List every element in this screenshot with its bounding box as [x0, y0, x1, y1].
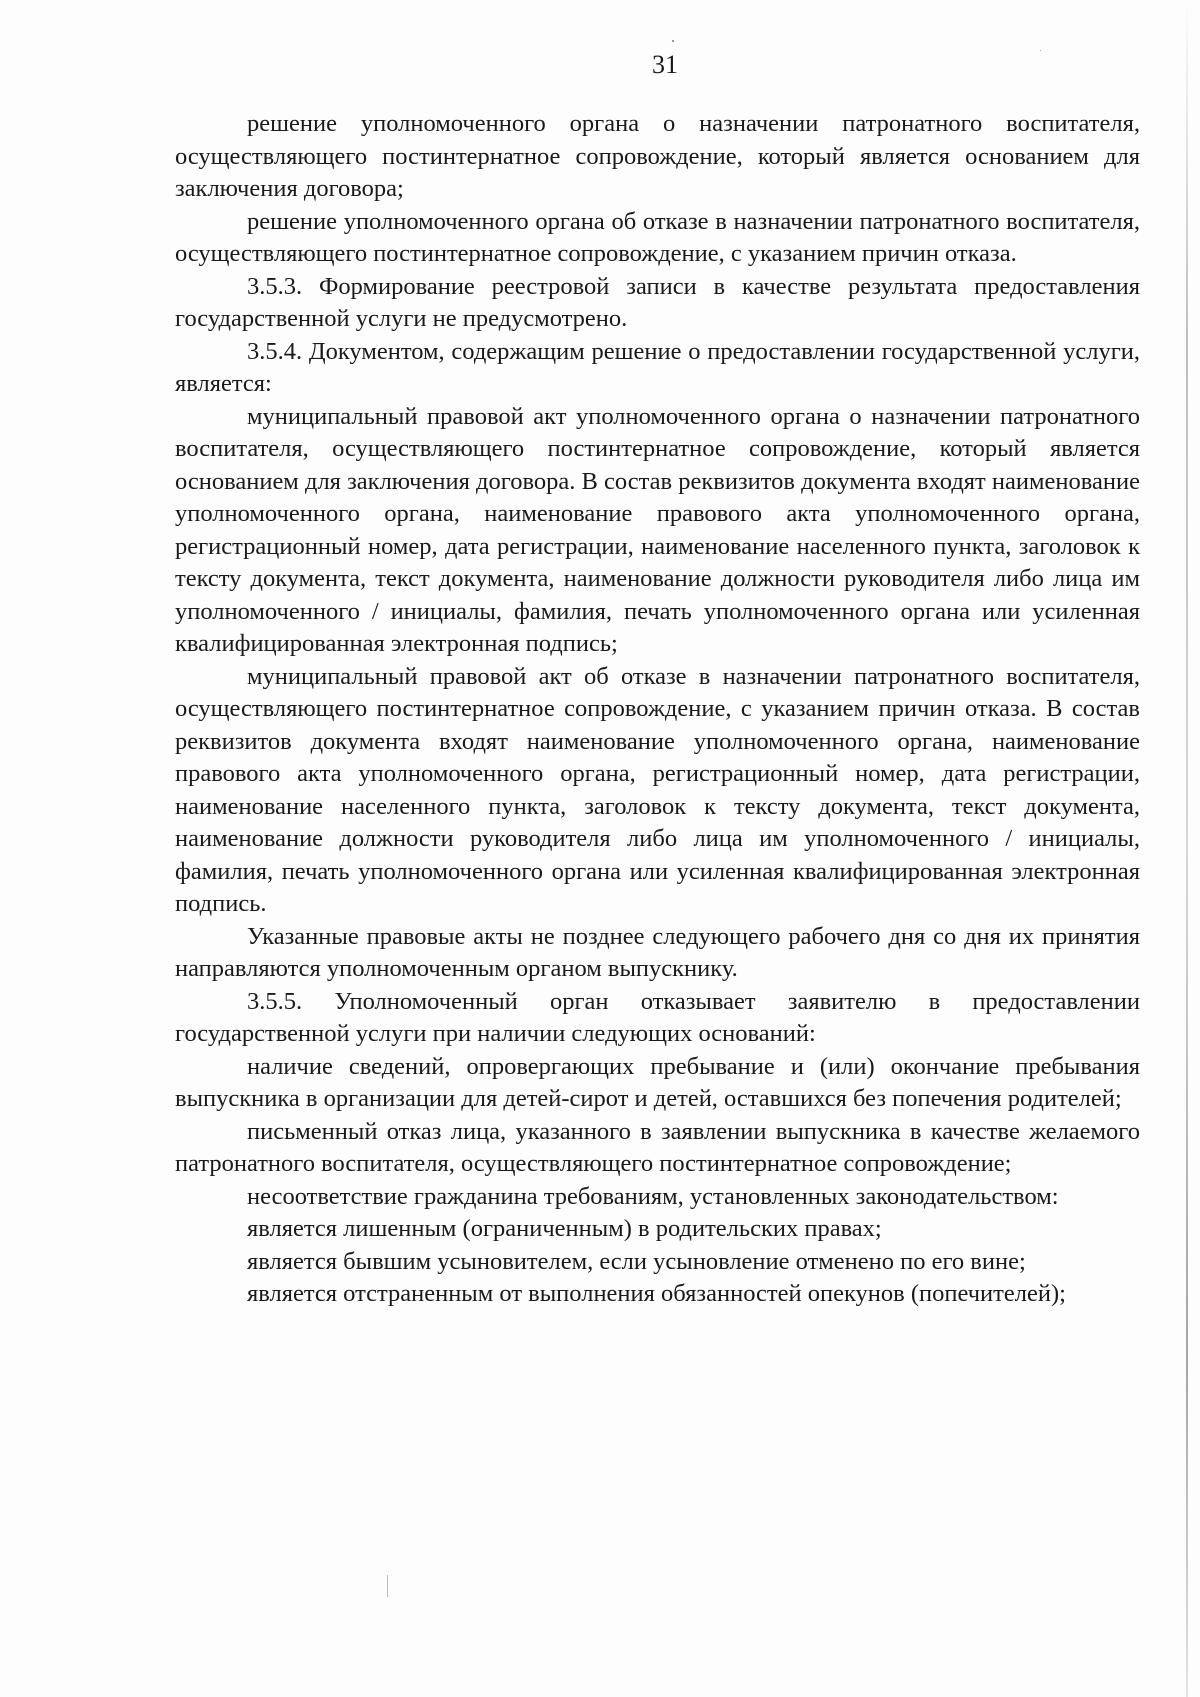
- paragraph: является бывшим усыновителем, если усыновление отменено по его вине;: [247, 1247, 1026, 1275]
- paragraph: наличие сведений, опровергающих пребывание и (или) окончание пребывания выпускника в организации для детей-сирот и детей, оставшихся без попечения родителей;: [175, 1052, 1140, 1112]
- paragraph: решение уполномоченного органа о назначении патронатного воспитателя, осуществляющего постинтернатное сопровождение, который является основанием для заключения договора;: [175, 110, 1140, 202]
- scan-artifact: [387, 1575, 388, 1597]
- paragraph: 3.5.4. Документом, содержащим решение о предоставлении государственной услуги, является:: [175, 337, 1140, 397]
- paragraph: решение уполномоченного органа об отказе в назначении патронатного воспитателя, осуществляющего постинтернатное сопровождение, с указанием причин отказа.: [175, 207, 1140, 267]
- paragraph: несоответствие гражданина требованиям, установленных законодательством:: [247, 1182, 1059, 1210]
- scan-artifact: [672, 40, 674, 42]
- scan-edge-shadow: [1186, 0, 1188, 1697]
- paragraph: 3.5.3. Формирование реестровой записи в качестве результата предоставления государственной услуги не предусмотрено.: [175, 272, 1140, 332]
- paragraph: является отстраненным от выполнения обязанностей опекунов (попечителей);: [247, 1280, 1066, 1307]
- paragraph: является лишенным (ограниченным) в родительских правах;: [247, 1215, 882, 1242]
- paragraph: Указанные правовые акты не позднее следующего рабочего дня со дня их принятия направляются уполномоченным органом выпускнику.: [175, 922, 1140, 982]
- page-number: 31: [652, 50, 678, 79]
- document-body: [175, 108, 1140, 1311]
- paragraph: 3.5.5. Уполномоченный орган отказывает заявителю в предоставлении государственной услуги при наличии следующих оснований:: [175, 987, 1140, 1047]
- paragraph: муниципальный правовой акт об отказе в назначении патронатного воспитателя, осуществляющего постинтернатное сопровождение, с указанием причин отказа. В состав реквизитов документа входят наименование уполномоченного органа, наименование правового акта уполномоченного органа, регистрационный номер, дата регистрации, наименование населенного пункта, заголовок к тексту документа, текст документа, наименование должности руководителя либо лица им уполномоченного / инициалы, фамилия, печать уполномоченного органа или усиленная квалифицированная электронная подпись.: [175, 662, 1140, 917]
- paragraph: письменный отказ лица, указанного в заявлении выпускника в качестве желаемого патронатного воспитателя, осуществляющего постинтернатное сопровождение;: [175, 1117, 1140, 1177]
- paragraph: муниципальный правовой акт уполномоченного органа о назначении патронатного воспитателя, осуществляющего постинтернатное сопровождение, который является основанием для заключения договора. В состав реквизитов документа входят наименование уполномоченного органа, наименование правового акта уполномоченного органа, регистрационный номер, дата регистрации, наименование населенного пункта, заголовок к тексту документа, текст документа, наименование должности руководителя либо лица им уполномоченного / инициалы, фамилия, печать уполномоченного органа или усиленная квалифицированная электронная подпись;: [175, 402, 1140, 657]
